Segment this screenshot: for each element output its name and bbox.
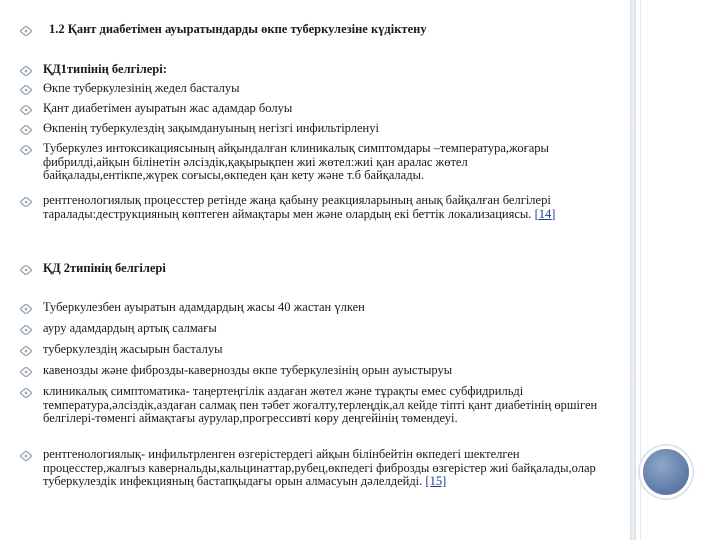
- bullet-icon: [20, 325, 32, 336]
- reference-link[interactable]: [14]: [534, 206, 556, 221]
- list-item: [20, 142, 603, 183]
- section2-title: ҚД 2типінің белгілері: [43, 261, 166, 275]
- list-item-body: рентгенологиялық- инфильтрленген өзгерістердегі айқын білінбейтін өкпедегі шектелген процесстер,жалғыз кавернальды,кальцинаттар,рубец,өкпедегі фиброзды өзгерістер жиі байқалады,олар туберкулездік инфекцияның бастапқыдағы орын алмасуын дәлелдейді.: [43, 447, 596, 488]
- list-item: [20, 385, 603, 426]
- list-item-text: туберкулездің жасырын басталуы: [43, 342, 223, 356]
- bullet-icon: [20, 66, 32, 77]
- bullet-icon: [20, 367, 32, 378]
- reference-link[interactable]: [15]: [425, 474, 447, 488]
- list-item-text: Өкпе туберкулезінің жедел басталуы: [43, 81, 240, 95]
- list-item: [20, 364, 603, 378]
- section1-title-item: [20, 63, 603, 77]
- bullet-icon: [20, 125, 32, 136]
- decorative-circle: [640, 446, 692, 498]
- list-item-text: [43, 194, 603, 221]
- list-item: [20, 322, 603, 336]
- bullet-icon: [20, 197, 32, 221]
- bullet-icon: [20, 346, 32, 357]
- bullet-icon: [20, 26, 32, 37]
- bullet-icon: [20, 451, 32, 489]
- list-item: [20, 343, 603, 357]
- list-item: [20, 102, 603, 116]
- list-item-body: рентгенологиялық процесстер ретінде жаңа қабыну реакцияларының анық байқалған белгілері таралады:деструкцияның көптеген аймақтары мен және олардың екі беттік локализациясы.: [43, 193, 551, 221]
- list-item-text: кавенозды және фиброзды-кавернозды өкпе туберкулезінің орын ауыстыруы: [43, 363, 453, 377]
- list-item-text: клиникалық симптоматика- таңертеңгілік аздаған жөтел және тұрақты емес субфидрильді температура,әлсіздік,аздаған салмақ пен тәбет жоғалту,терлеңдік,ал кейде тіпті қант диабетінің өршіген белгілері-төменгі аймақтағы аурулар,прогрессивті көру деңгейінің төмендеуі.: [43, 384, 598, 425]
- bullet-icon: [20, 265, 32, 276]
- heading-item: [20, 23, 609, 37]
- list-item: [20, 448, 603, 489]
- list-item: [20, 301, 603, 315]
- section2-title-item: [20, 262, 603, 276]
- decorative-rail-line: [640, 0, 641, 540]
- bullet-icon: [20, 105, 32, 116]
- bullet-icon: [20, 145, 32, 183]
- list-item-text: Туберкулез интоксикациясының айқындалған клиникалық симптомдары –температура,жоғары фибрилді,айқын білінетін әлсіздік,қақырықпен жиі жөтел:жиі қан аралас жөтел байқалады,ентікпе,жүрек соғысы,өкпеден қан кету және т.б байқалады.: [43, 141, 549, 182]
- bullet-icon: [20, 85, 32, 96]
- list-item: [20, 122, 603, 136]
- list-item-text: ауру адамдардың артық салмағы: [43, 321, 217, 335]
- bullet-icon: [20, 304, 32, 315]
- list-item-text: Өкпенің туберкулездің зақымдануының негізгі инфильтірленуі: [43, 121, 379, 135]
- decorative-rail: [630, 0, 636, 540]
- bullet-icon: [20, 388, 32, 426]
- section1-title: ҚД1типінің белгілері:: [43, 62, 167, 76]
- list-item-text: Қант диабетімен ауыратын жас адамдар болуы: [43, 101, 293, 115]
- list-item: [20, 194, 603, 221]
- list-item: [20, 82, 603, 96]
- slide-heading: 1.2 Қант диабетімен ауыратындарды өкпе туберкулезіне күдіктену: [49, 22, 427, 36]
- list-item-text: [43, 448, 603, 489]
- list-item-text: Туберкулезбен ауыратын адамдардың жасы 40 жастан үлкен: [43, 300, 365, 314]
